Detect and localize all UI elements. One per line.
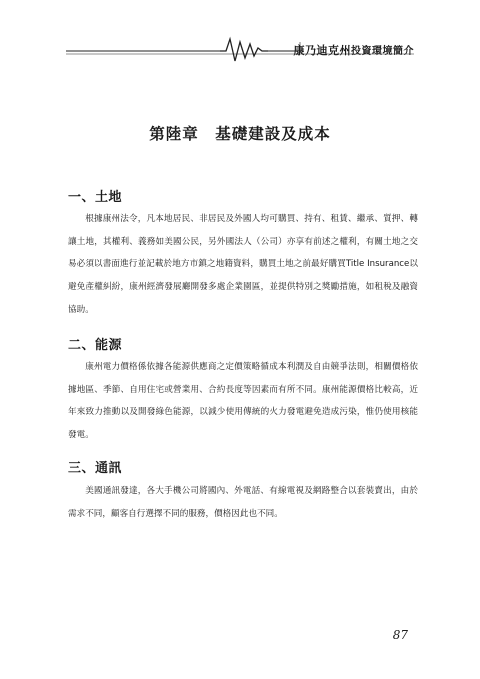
chapter-title: 第陸章 基礎建設及成本 (149, 124, 331, 143)
section-heading-energy: 二、能源 (68, 338, 123, 353)
section-body-energy: 康州電力價格係依據各能源供應商之定價策略循成本利潤及自由競爭法則，相關價格依據地區、季節、自用住宅或營業用、合約長度等因素而有所不同。康州能源價格比較高，近年來致力推動以及開發綠色能源，以減少使用傳統的火力發電避免造成污染，惟仍使用核能發電。 (68, 362, 418, 441)
page-number: 87 (392, 628, 408, 642)
header-rule-heartbeat (0, 0, 480, 70)
running-header (0, 0, 480, 70)
section-heading-land: 一、土地 (68, 190, 123, 205)
header-title-state: 康乃迪克州 (293, 44, 351, 57)
section-body-land: 根據康州法令，凡本地居民、非居民及外國人均可購買、持有、租賃、繼承、質押、轉讓土地，其權利、義務如美國公民，另外國法人（公司）亦享有前述之權利，有關土地之交易必須以書面進行並記載於地方市鎮之地籍資料，購買土地之前最好購買Title Insurance以避免產權糾紛，康州經濟發展廳開發多處企業園區，並提供特別之獎勵措施，如租稅及融資協助。 (68, 214, 418, 315)
section-heading-telecom: 三、通訊 (68, 461, 123, 476)
header-title (294, 42, 415, 58)
header-title-subject: 投資環境簡介 (351, 46, 414, 57)
section-body-telecom: 美國通訊發達，各大手機公司將國內、外電話、有線電視及網路整合以套裝賣出，由於需求不同，顧客自行選擇不同的服務，價格因此也不同。 (68, 486, 418, 519)
